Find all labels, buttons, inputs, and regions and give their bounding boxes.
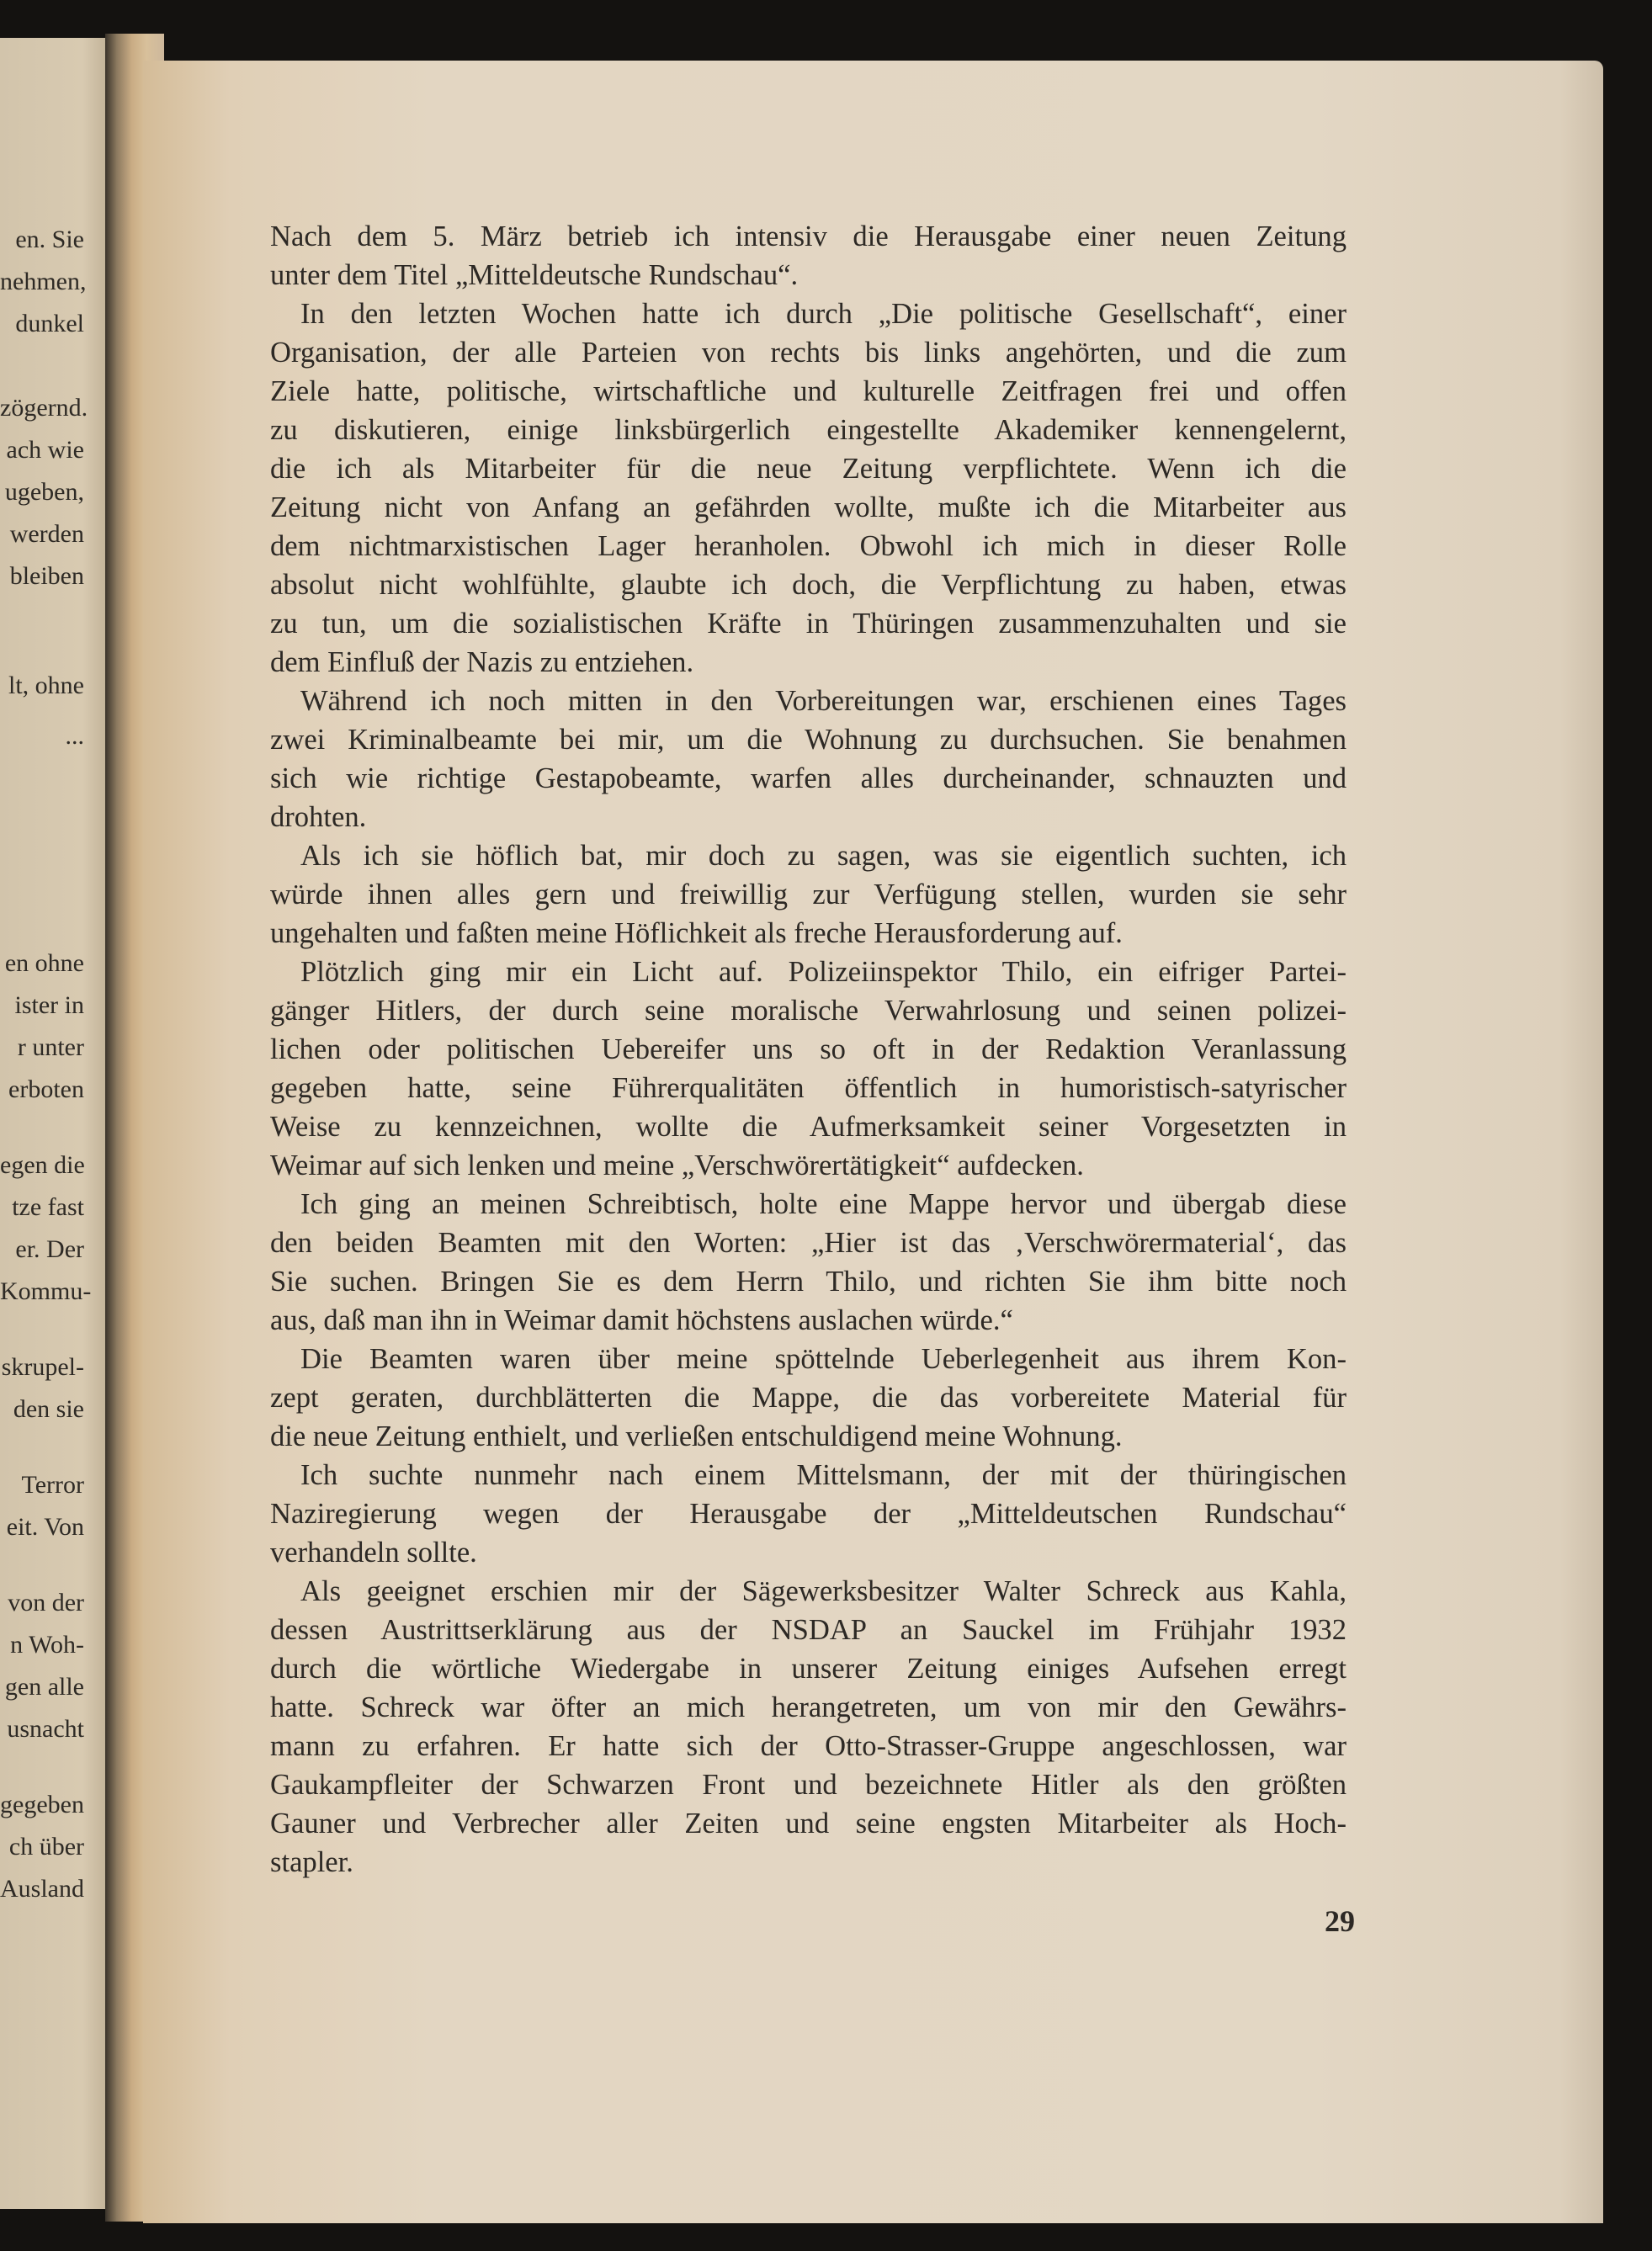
text-line: Während ich noch mitten in den Vorbereitungen war, erschienen eines Tages [300, 685, 1347, 717]
facing-page-fragment: den sie [13, 1395, 84, 1423]
text-line: ungehalten und faßten meine Höflichkeit als freche Herausforderung auf. [270, 917, 1123, 949]
text-line: würde ihnen alles gern und freiwillig zur Verfügung stellen, wurden sie sehr [270, 879, 1347, 910]
paragraph [240, 1572, 1347, 1882]
text-line: zept geraten, durchblätterten die Mappe, die das vorbereitete Material für [270, 1382, 1347, 1414]
facing-page-fragment: ach wie [6, 436, 84, 464]
text-line: mann zu erfahren. Er hatte sich der Otto-Strasser-Gruppe angeschlossen, war [270, 1730, 1347, 1762]
text-line: lichen oder politischen Uebereifer uns so oft in der Redaktion Veranlassung [270, 1033, 1347, 1065]
facing-page-fragment: Terror [21, 1471, 84, 1499]
facing-page-fragment: eit. Von [6, 1513, 84, 1541]
text-line: stapler. [270, 1846, 353, 1878]
facing-page-fragment: dunkel [15, 310, 84, 337]
facing-page-fragment: ister in [14, 991, 84, 1019]
text-line: Als geeignet erschien mir der Sägewerksbesitzer Walter Schreck aus Kahla, [300, 1575, 1347, 1607]
text-line: die ich als Mitarbeiter für die neue Zeitung verpflichtete. Wenn ich die [270, 453, 1347, 485]
text-line: drohten. [270, 801, 367, 833]
text-line: dem Einfluß der Nazis zu entziehen. [270, 646, 694, 678]
text-line: durch die wörtliche Wiedergabe in unserer Zeitung einiges Aufsehen erregt [270, 1653, 1347, 1685]
facing-page [0, 38, 118, 2209]
page-number: 29 [1325, 1904, 1355, 1938]
text-line: In den letzten Wochen hatte ich durch „Die politische Gesellschaft“, einer [300, 298, 1347, 330]
text-line: dem nichtmarxistischen Lager heranholen. Obwohl ich mich in dieser Rolle [270, 530, 1347, 562]
text-line: Nach dem 5. März betrieb ich intensiv die Herausgabe einer neuen Zeitung [270, 220, 1347, 252]
facing-page-fragment: en ohne [4, 949, 84, 977]
facing-page-fragment: tze fast [12, 1193, 84, 1221]
text-line: Weimar auf sich lenken und meine „Verschwörertätigkeit“ aufdecken. [270, 1149, 1084, 1181]
facing-page-fragment: skrupel- [1, 1353, 84, 1381]
facing-page-fragment: werden [9, 520, 84, 548]
text-line: Naziregierung wegen der Herausgabe der „Mitteldeutschen Rundschau“ [270, 1498, 1347, 1530]
facing-page-fragment: en. Sie [15, 226, 84, 253]
facing-page-fragment: Ausland [0, 1875, 84, 1903]
facing-page-fragment: erboten [8, 1075, 84, 1103]
text-line: Gauner und Verbrecher aller Zeiten und seine engsten Mitarbeiter als Hoch- [270, 1808, 1347, 1840]
facing-page-fragment: n Woh- [10, 1631, 84, 1659]
text-line: den beiden Beamten mit den Worten: „Hier ist das ‚Verschwörermaterial‘, das [270, 1227, 1347, 1259]
text-line: zwei Kriminalbeamte bei mir, um die Wohnung zu durchsuchen. Sie benahmen [270, 724, 1347, 756]
text-line: unter dem Titel „Mitteldeutsche Rundschau“. [270, 259, 799, 291]
paragraph [240, 1456, 1347, 1572]
text-line: Organisation, der alle Parteien von rechts bis links angehörten, und die zum [270, 337, 1347, 369]
text-line: zu diskutieren, einige linksbürgerlich eingestellte Akademiker kennengelernt, [270, 414, 1347, 446]
paragraph [240, 836, 1347, 953]
facing-page-fragment: ugeben, [4, 478, 84, 506]
text-line: gänger Hitlers, der durch seine moralische Verwahrlosung und seinen polizei- [270, 995, 1347, 1027]
paragraph [240, 953, 1347, 1185]
facing-page-fragment: er. Der [15, 1235, 84, 1263]
text-line: Die Beamten waren über meine spöttelnde Ueberlegenheit aus ihrem Kon- [300, 1343, 1347, 1375]
facing-page-fragment: zögernd. [0, 394, 88, 422]
text-line: Gaukampfleiter der Schwarzen Front und bezeichnete Hitler als den größten [270, 1769, 1347, 1801]
text-line: zu tun, um die sozialistischen Kräfte in Thüringen zusammenzuhalten und sie [270, 608, 1347, 640]
facing-page-fragment: gen alle [4, 1673, 84, 1701]
facing-page-fragment: ... [65, 722, 84, 750]
facing-page-fragment: ch über [8, 1833, 84, 1861]
text-line: Weise zu kennzeichnen, wollte die Aufmerksamkeit seiner Vorgesetzten in [270, 1111, 1347, 1143]
text-line: dessen Austrittserklärung aus der NSDAP an Sauckel im Frühjahr 1932 [270, 1614, 1347, 1646]
facing-page-fragment: nehmen, [0, 268, 87, 295]
paragraph [240, 682, 1347, 836]
paragraph [240, 217, 1347, 295]
text-line: Als ich sie höflich bat, mir doch zu sagen, was sie eigentlich suchten, ich [300, 840, 1347, 872]
paragraph [240, 1185, 1347, 1340]
paragraph [240, 295, 1347, 682]
facing-page-fragment: usnacht [7, 1715, 84, 1743]
text-line: Ziele hatte, politische, wirtschaftliche und kulturelle Zeitfragen frei und offen [270, 375, 1347, 407]
facing-page-fragment: lt, ohne [8, 672, 84, 699]
facing-page-fragment: egen die [0, 1151, 85, 1179]
text-line: sich wie richtige Gestapobeamte, warfen alles durcheinander, schnauzten und [270, 762, 1347, 794]
text-line: Ich ging an meinen Schreibtisch, holte eine Mappe hervor und übergab diese [300, 1188, 1347, 1220]
text-line: die neue Zeitung enthielt, und verließen entschuldigend meine Wohnung. [270, 1420, 1123, 1452]
text-line: verhandeln sollte. [270, 1537, 477, 1569]
paragraph [240, 1340, 1347, 1456]
text-line: Plötzlich ging mir ein Licht auf. Polizeiinspektor Thilo, ein eifriger Partei- [300, 956, 1347, 988]
facing-page-fragment: Kommu- [0, 1277, 92, 1305]
facing-page-fragment: von der [8, 1589, 84, 1617]
text-line: absolut nicht wohlfühlte, glaubte ich doch, die Verpflichtung zu haben, etwas [270, 569, 1347, 601]
facing-page-fragment: bleiben [9, 562, 84, 590]
text-line: Ich suchte nunmehr nach einem Mittelsmann, der mit der thüringischen [300, 1459, 1347, 1491]
text-line: gegeben hatte, seine Führerqualitäten öffentlich in humoristisch-satyrischer [270, 1072, 1347, 1104]
facing-page-fragment: gegeben [0, 1791, 84, 1818]
text-line: hatte. Schreck war öfter an mich herangetreten, um von mir den Gewährs- [270, 1691, 1347, 1723]
text-line: aus, daß man ihn in Weimar damit höchstens auslachen würde.“ [270, 1304, 1013, 1336]
body-text [240, 217, 1347, 1882]
text-line: Sie suchen. Bringen Sie es dem Herrn Thilo, und richten Sie ihm bitte noch [270, 1266, 1347, 1298]
facing-page-fragment: r unter [17, 1033, 84, 1061]
text-line: Zeitung nicht von Anfang an gefährden wollte, mußte ich die Mitarbeiter aus [270, 491, 1347, 523]
